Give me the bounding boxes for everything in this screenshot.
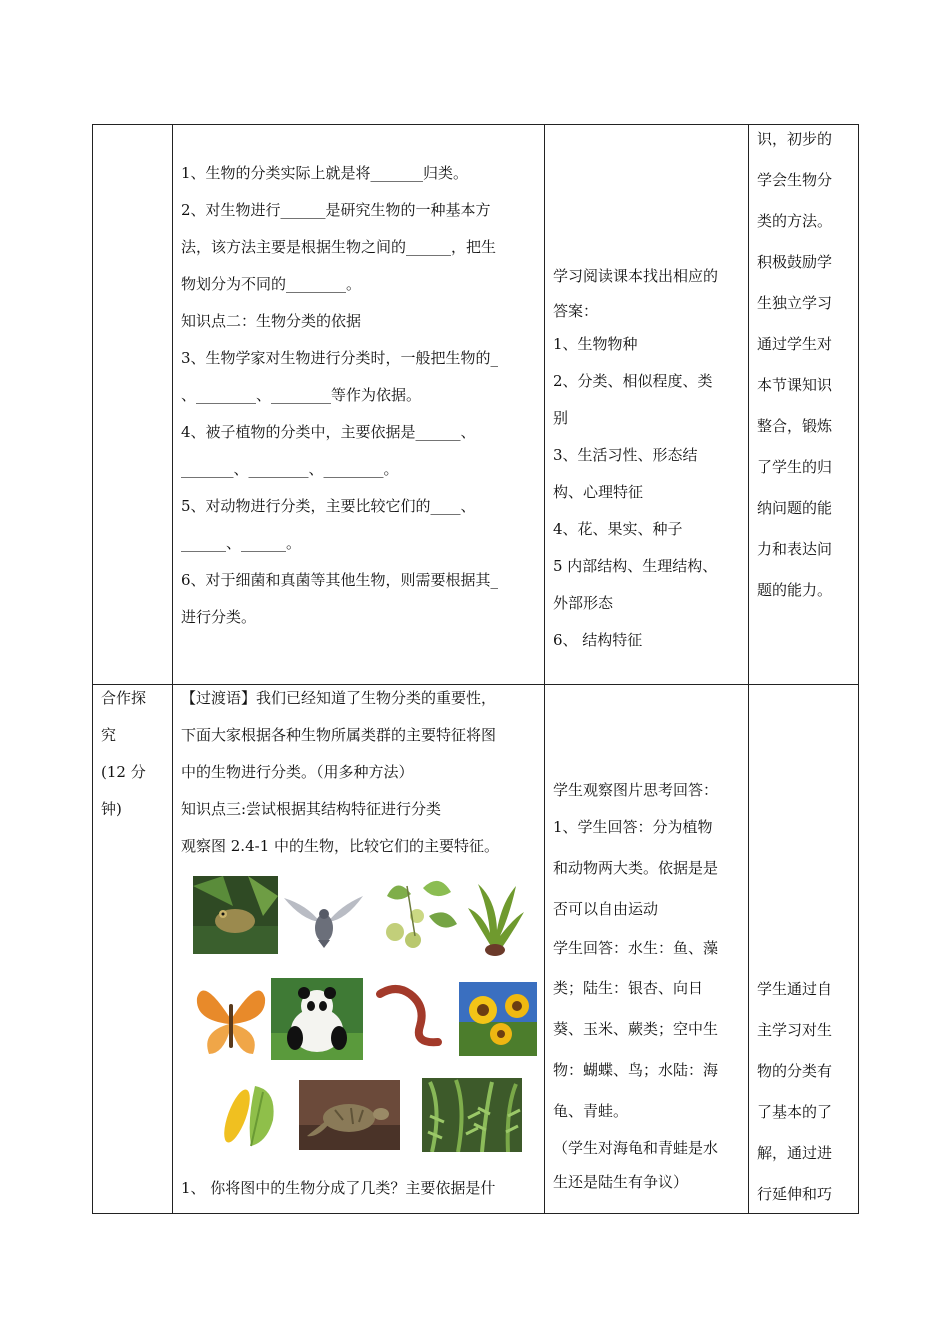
text-line: 5、对动物进行分类，主要比较它们的____、	[181, 497, 476, 515]
text-line: 观察图 2.4-1 中的生物，比较它们的主要特征。	[181, 837, 500, 855]
text-line: 1、学生回答：分为植物	[553, 818, 713, 836]
col-divider-2	[544, 125, 545, 1213]
frog-photo	[193, 876, 278, 954]
row1-student-cell	[553, 256, 749, 659]
text-line: 类的方法。	[757, 212, 833, 230]
text-line: 物划分为不同的________。	[181, 275, 362, 293]
text-line: 生还是陆生有争议）	[553, 1173, 689, 1191]
text-line: 纳问题的能	[757, 499, 833, 517]
row2-content-cell	[181, 680, 545, 865]
sunflower-photo	[459, 982, 537, 1056]
text-line: 了学生的归	[757, 458, 833, 476]
text-line: 学会生物分	[757, 171, 833, 189]
text-line: 4、被子植物的分类中，主要依据是______、	[181, 423, 476, 441]
text-line: 1、生物物种	[553, 335, 638, 353]
text-line: 【过渡语】我们已经知道了生物分类的重要性，	[181, 689, 497, 707]
text-line: 构、心理特征	[553, 483, 644, 501]
text-line: 中的生物进行分类。（用多种方法）	[181, 763, 414, 781]
col-divider-1	[172, 125, 173, 1213]
text-line: 否可以自由运动	[553, 900, 659, 918]
row1-content-cell	[181, 155, 541, 636]
text-line: 3、生活习性、形态结	[553, 446, 698, 464]
text-line: 解，通过进	[757, 1144, 833, 1162]
text-line: 了基本的了	[757, 1103, 833, 1121]
text-line: 力和表达问	[757, 540, 833, 558]
text-line: 究	[101, 726, 117, 744]
text-line: 题的能力。	[757, 581, 833, 599]
fern-photo	[422, 1078, 522, 1152]
text-line: 知识点三:尝试根据其结构特征进行分类	[181, 800, 442, 818]
row2-purpose-cell	[757, 969, 857, 1215]
text-line: 外部形态	[553, 594, 614, 612]
text-line: （学生对海龟和青蛙是水	[553, 1139, 719, 1157]
sea-turtle-photo	[299, 1080, 400, 1150]
butterfly-photo	[193, 980, 269, 1058]
text-line: 4、花、果实、种子	[553, 520, 683, 538]
row2-student-cell	[553, 773, 749, 1199]
corn-photo	[217, 1080, 285, 1150]
text-line: 通过学生对	[757, 335, 833, 353]
text-line: 钟)	[101, 800, 122, 818]
text-line: 学生回答：水生：鱼、藻	[553, 939, 719, 957]
text-line: (12 分	[101, 763, 146, 781]
text-line: _______、________、________。	[181, 460, 399, 478]
text-line: 葵、玉米、蕨类；空中生	[553, 1020, 719, 1038]
text-line: 识，初步的	[757, 130, 833, 148]
row1-purpose-cell	[757, 119, 857, 611]
text-line: 合作探	[101, 689, 147, 707]
row2-stage-cell	[101, 680, 171, 828]
text-line: 6、 结构特征	[553, 631, 643, 649]
text-line: 积极鼓励学	[757, 253, 833, 271]
text-line: 学生观察图片思考回答：	[553, 781, 719, 799]
text-line: ______、______。	[181, 534, 302, 552]
row2-question	[181, 1170, 545, 1207]
text-line: 行延伸和巧	[757, 1185, 833, 1203]
text-line: 学生通过自	[757, 980, 833, 998]
panda-photo	[271, 978, 363, 1060]
text-line: 1、 你将图中的生物分成了几类？主要依据是什	[181, 1179, 496, 1197]
text-line: 2、对生物进行______是研究生物的一种基本方	[181, 201, 491, 219]
text-line: 知识点二：生物分类的依据	[181, 312, 362, 330]
text-line: 法，该方法主要是根据生物之间的______，把生	[181, 238, 497, 256]
text-line: 龟、青蛙。	[553, 1102, 629, 1120]
text-line: 下面大家根据各种生物所属类群的主要特征将图	[181, 726, 497, 744]
text-line: 6、对于细菌和真菌等其他生物，则需要根据其_	[181, 571, 499, 589]
seaweed-photo	[460, 878, 530, 958]
text-line: 进行分类。	[181, 608, 257, 626]
text-line: 物的分类有	[757, 1062, 833, 1080]
text-line: 、________、________等作为依据。	[181, 386, 422, 404]
text-line: 1、生物的分类实际上就是将_______归类。	[181, 164, 469, 182]
text-line: 生独立学习	[757, 294, 833, 312]
text-line: 本节课知识	[757, 376, 833, 394]
text-line: 别	[553, 409, 569, 427]
text-line: 类；陆生：银杏、向日	[553, 979, 704, 997]
text-line: 物：蝴蝶、鸟；水陆：海	[553, 1061, 719, 1079]
text-line: 5 内部结构、生理结构、	[553, 557, 718, 575]
text-line: 整合，锻炼	[757, 417, 833, 435]
text-line: 3、生物学家对生物进行分类时，一般把生物的_	[181, 349, 499, 367]
text-line: 学习阅读课本找出相应的	[553, 267, 719, 285]
earthworm-photo	[374, 982, 450, 1050]
text-line: 2、分类、相似程度、类	[553, 372, 713, 390]
pigeon-photo	[282, 890, 365, 948]
text-line: 和动物两大类。依据是是	[553, 859, 719, 877]
ginkgo-photo	[377, 876, 461, 956]
text-line: 答案：	[553, 302, 599, 320]
text-line: 主学习对生	[757, 1021, 833, 1039]
